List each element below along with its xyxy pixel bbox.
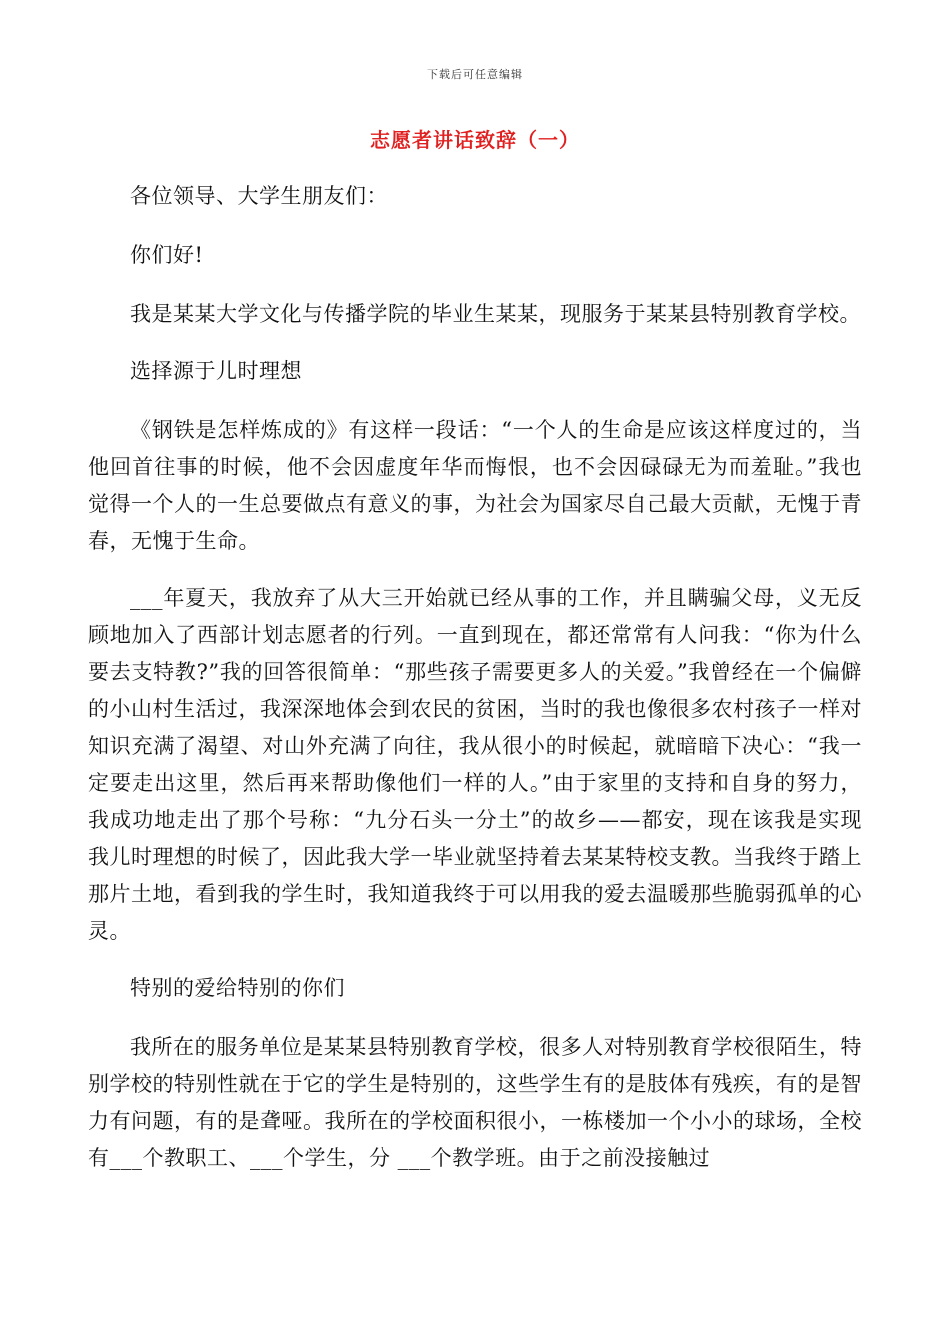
document-title: 志愿者讲话致辞（一） <box>370 128 580 152</box>
header-note: 下载后可任意编辑 <box>427 68 523 81</box>
story-paragraph: ___年夏天，我放弃了从大三开始就已经从事的工作，并且瞒骗父母，义无反顾地加入了西部计划志愿者的行列。一直到现在，都还常常有人问我：“你为什么要去支特教?”我的回答很简单：“那些孩子需要更多人的关爱。”我曾经在一个偏僻的小山村生活过，我深深地体会到农民的贫困，当时的我也像很多农村孩子一样对知识充满了渴望、对山外充满了向往，我从很小的时候起，就暗暗下决心：“我一定要走出这里，然后再来帮助像他们一样的人。”由于家里的支持和自身的努力，我成功地走出了那个号称：“九分石头一分土”的故乡——都安，现在该我是实现我儿时理想的时候了，因此我大学一毕业就坚持着去某某特校支教。当我终于踏上那片土地，看到我的学生时，我知道我终于可以用我的爱去温暖那些脆弱孤单的心灵。 <box>88 586 862 943</box>
section-heading-childhood-dream: 选择源于儿时理想 <box>130 359 302 383</box>
school-paragraph: 我所在的服务单位是某某县特别教育学校，很多人对特别教育学校很陌生，特别学校的特别性就在于它的学生是特别的，这些学生有的是肢体有残疾，有的是智力有问题，有的是聋哑。我所在的学校面积很小，一栋楼加一个小小的球场，全校有___个教职工、___个学生，分 ___个教学班。由于之前没接触过 <box>88 1035 862 1170</box>
greeting-paragraph: 你们好! <box>130 243 204 267</box>
salutation-paragraph: 各位领导、大学生朋友们： <box>130 184 388 208</box>
quote-paragraph: 《钢铁是怎样炼成的》有这样一段话：“一个人的生命是应该这样度过的，当他回首往事的时候，他不会因虚度年华而悔恨，也不会因碌碌无为而羞耻。”我也觉得一个人的一生总要做点有意义的事，为社会为国家尽自己最大贡献，无愧于青春，无愧于生命。 <box>88 418 862 553</box>
document-body <box>88 178 862 1197</box>
section-heading-special-love: 特别的爱给特别的你们 <box>130 976 345 1000</box>
intro-paragraph: 我是某某大学文化与传播学院的毕业生某某，现服务于某某县特别教育学校。 <box>130 302 861 326</box>
